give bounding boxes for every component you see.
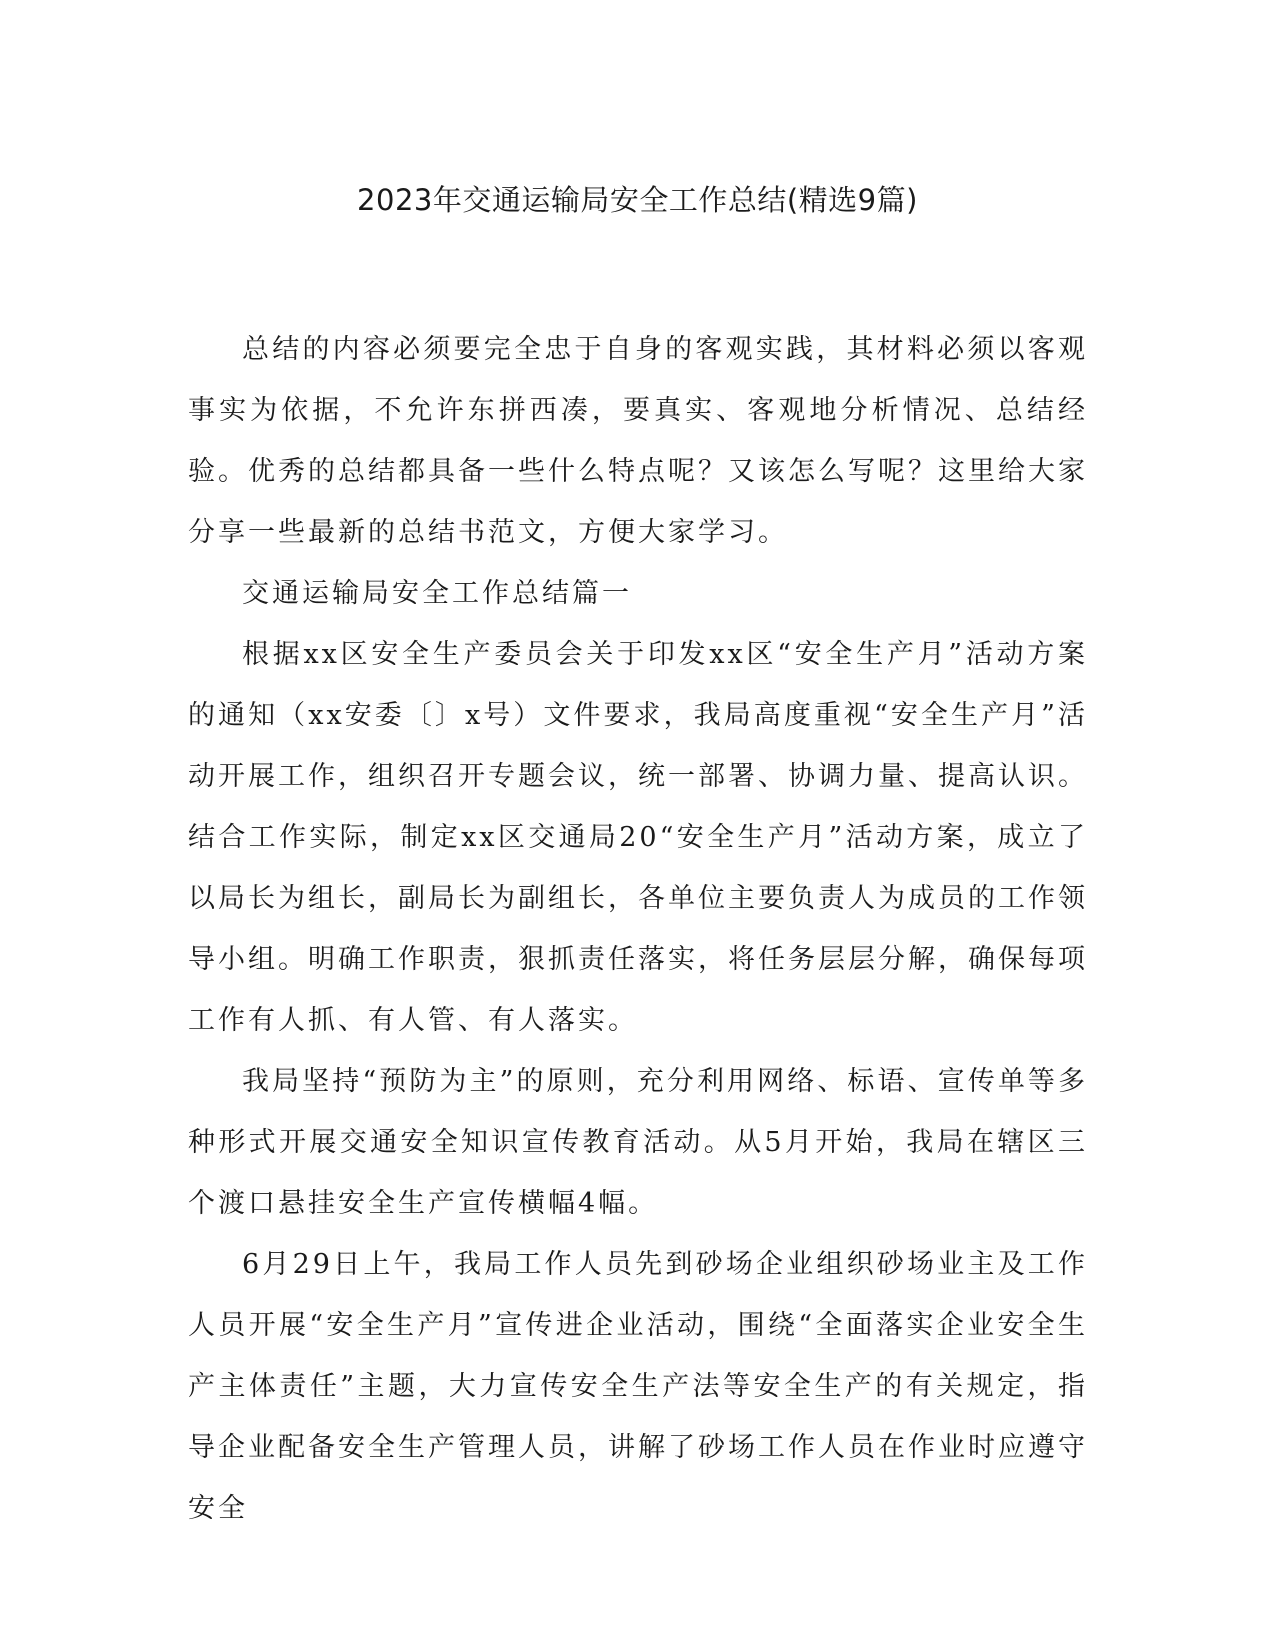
paragraph: 根据xx区安全生产委员会关于印发xx区“安全生产月”活动方案的通知（xx安委〔〕x号）文件要求，我局高度重视“安全生产月”活动开展工作，组织召开专题会议，统一部署、协调力量、提高认识。结合工作实际，制定xx区交通局20“安全生产月”活动方案，成立了以局长为组长，副局长为副组长，各单位主要负责人为成员的工作领导小组。明确工作职责，狠抓责任落实，将任务层层分解，确保每项工作有人抓、有人管、有人落实。 [188,639,1088,1036]
paragraph: 6月29日上午，我局工作人员先到砂场企业组织砂场业主及工作人员开展“安全生产月”宣传进企业活动，围绕“全面落实企业安全生产主体责任”主题，大力宣传安全生产法等安全生产的有关规定，指导企业配备安全生产管理人员，讲解了砂场工作人员在作业时应遵守安全 [188,1249,1088,1524]
document-body [188,319,1088,1539]
paragraph: 我局坚持“预防为主”的原则，充分利用网络、标语、宣传单等多种形式开展交通安全知识宣传教育活动。从5月开始，我局在辖区三个渡口悬挂安全生产宣传横幅4幅。 [188,1066,1088,1219]
paragraph-intro: 总结的内容必须要完全忠于自身的客观实践，其材料必须以客观事实为依据，不允许东拼西凑，要真实、客观地分析情况、总结经验。优秀的总结都具备一些什么特点呢？又该怎么写呢？这里给大家分享一些最新的总结书范文，方便大家学习。 [188,334,1088,548]
document-title: 2023年交通运输局安全工作总结(精选9篇) [357,183,918,217]
section-heading: 交通运输局安全工作总结篇一 [242,578,632,609]
